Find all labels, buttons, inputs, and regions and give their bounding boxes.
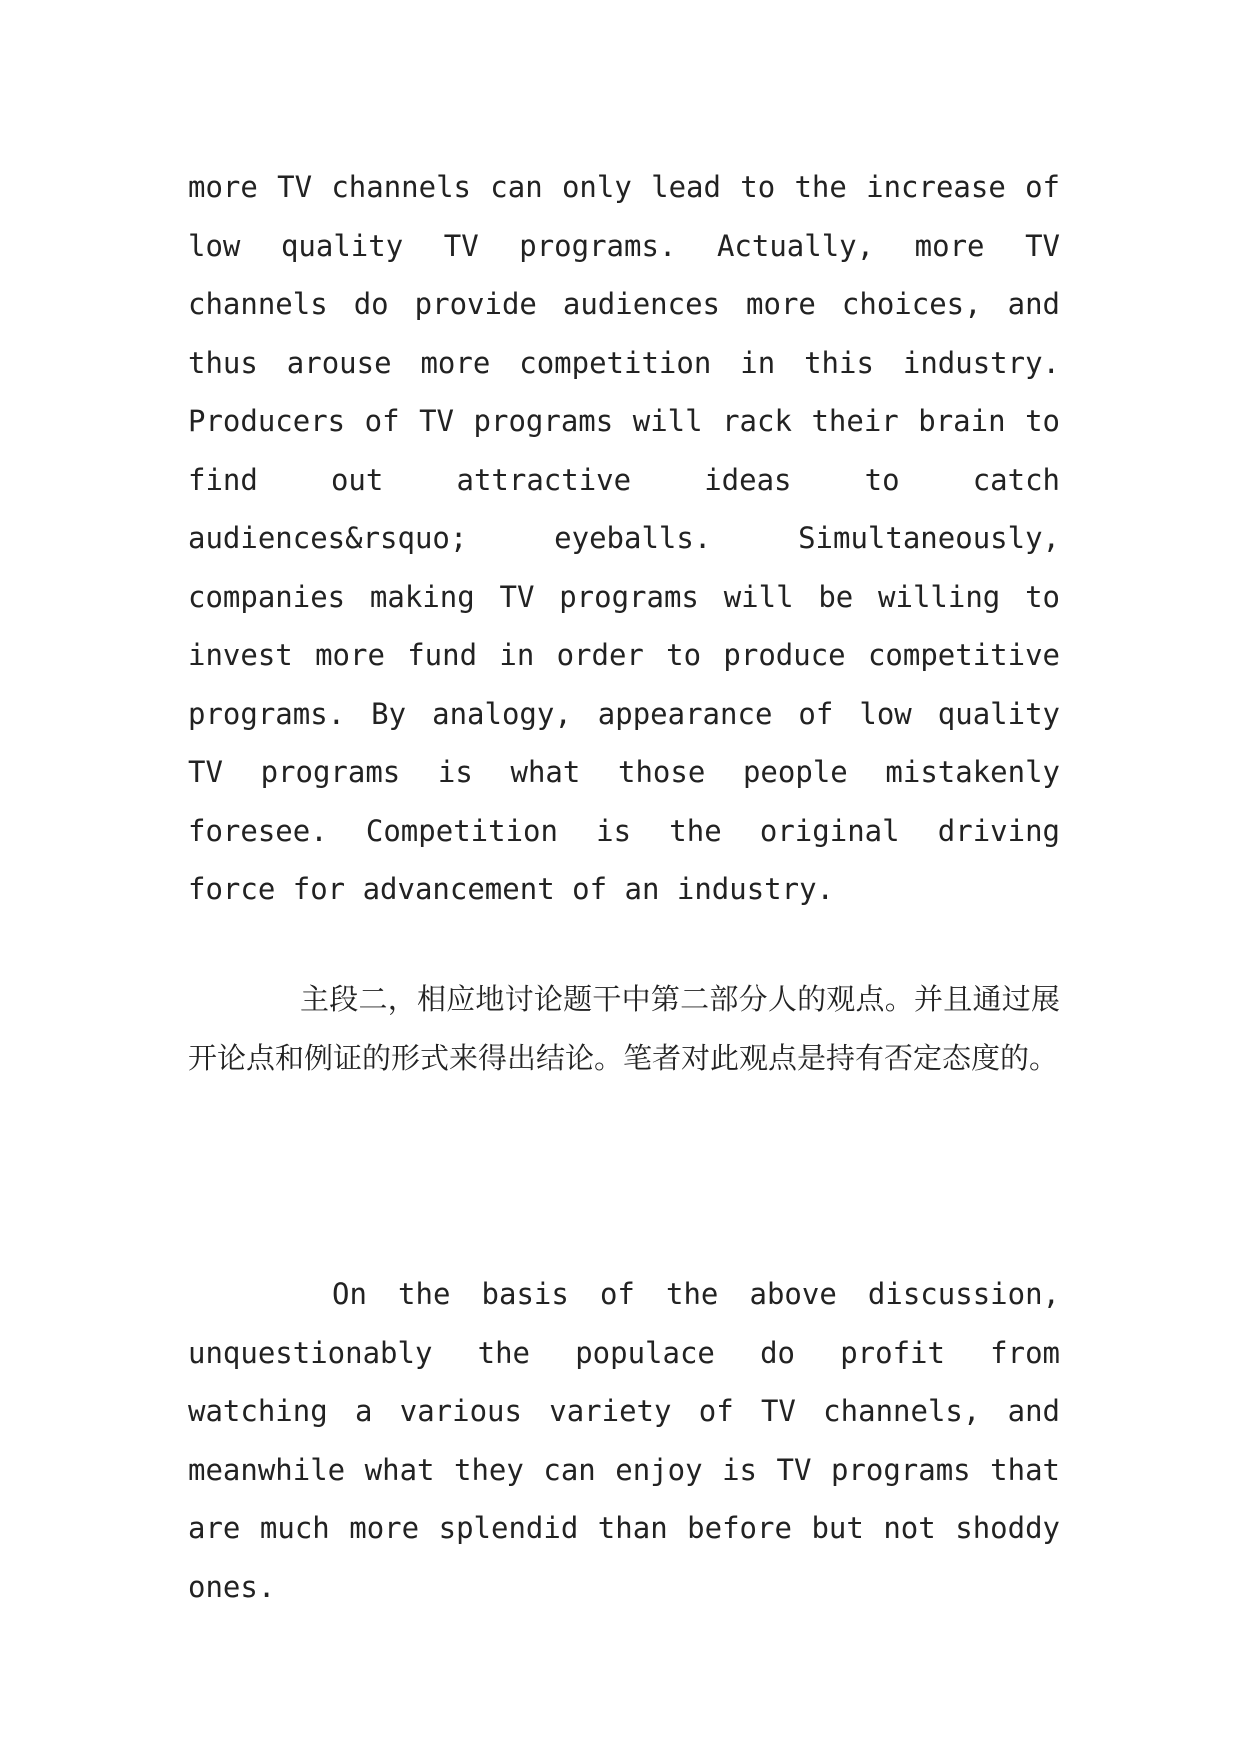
body-paragraph-1: more TV channels can only lead to the increase of low quality TV programs. Actually, more TV channels do provide audiences more choices, and thus arouse more competition in this industry. Producers of TV programs will rack their brain to find out attractive ideas to catch audiences&rsquo; eyeballs. Simultaneously, companies making TV programs will be willing to invest more fund in order to produce competitive programs. By analogy, appearance of low quality TV programs is what those people mistakenly foresee. Competition is the original driving force for advancement of an industry. [188,170,1060,906]
body-paragraph-2: 主段二，相应地讨论题干中第二部分人的观点。并且通过展开论点和例证的形式来得出结论。笔者对此观点是持有否定态度的。 [188,982,1060,1075]
body-paragraph-3: On the basis of the above discussion, unquestionably the populace do profit from watching a various variety of TV channels, and meanwhile what they can enjoy is TV programs that are much more splendid than before but not shoddy ones. [188,1277,1060,1604]
